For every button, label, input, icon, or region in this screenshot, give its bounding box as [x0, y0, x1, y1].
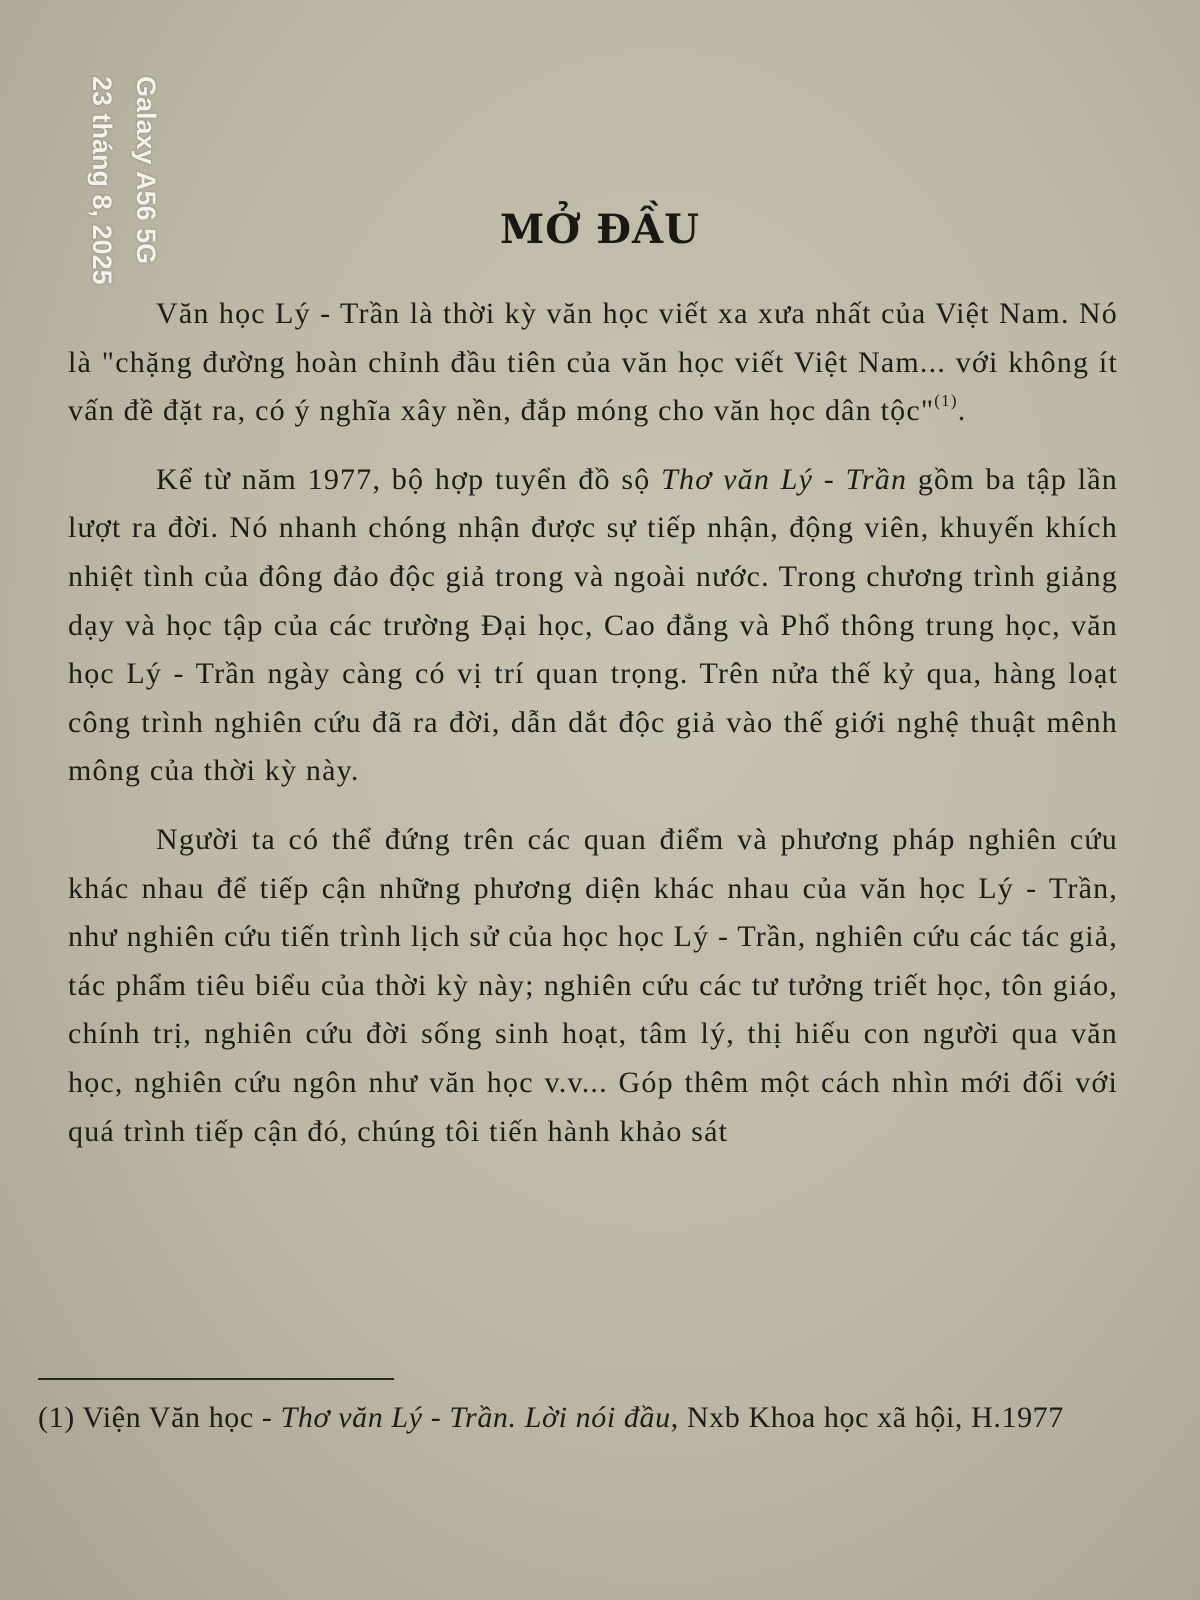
page-title: MỞ ĐẦU — [500, 206, 700, 253]
footnote-work-title: Thơ văn Lý - Trần. Lời nói đầu — [280, 1401, 671, 1434]
paragraph-1-text: Văn học Lý - Trần là thời kỳ văn học viết xa xưa nhất của Việt Nam. Nó là "chặng đường hoàn chỉnh đầu tiên của văn học viết Việt Nam... với không ít vấn đề đặt ra, có ý nghĩa xây nền, đắp móng cho văn học dân tộc" — [68, 297, 1118, 428]
footnote-after: , Nxb Khoa học xã hội, H.1977 — [670, 1401, 1064, 1434]
paragraph-2-after: gồm ba tập lần lượt ra đời. Nó nhanh chóng nhận được sự tiếp nhận, động viên, khuyến khích nhiệt tình của đông đảo độc giả trong và ngoài nước. Trong chương trình giảng dạy và học tập của các trường Đại học, Cao đẳng và Phổ thông trung học, văn học Lý - Trần ngày càng có vị trí quan trọng. Trên nửa thế kỷ qua, hàng loạt công trình nghiên cứu đã ra đời, dẫn dắt độc giả vào thế giới nghệ thuật mênh mông của thời kỳ này. — [68, 462, 1119, 788]
footnote-divider — [38, 1378, 394, 1380]
footnote — [38, 1390, 1163, 1445]
watermark-date: 23 tháng 8, 2025 — [87, 76, 117, 285]
watermark-device: Galaxy A56 5G — [131, 76, 161, 265]
footnote-reference: (1) — [934, 391, 958, 411]
anthology-title: Thơ văn Lý - Trần — [661, 462, 908, 496]
paragraph-2 — [68, 456, 1118, 796]
footnote-before: Viện Văn học - — [74, 1401, 281, 1434]
paragraph-1-tail: . — [957, 394, 967, 428]
paragraph-3: Người ta có thể đứng trên các quan điểm và phương pháp nghiên cứu khác nhau để tiếp cận những phương diện khác nhau của văn học Lý - Trần, như nghiên cứu tiến trình lịch sử của học học Lý - Trần, nghiên cứu các tác giả, tác phẩm tiêu biểu của thời kỳ này; nghiên cứu các tư tưởng triết học, tôn giáo, chính trị, nghiên cứu đời sống sinh hoạt, tâm lý, thị hiếu con người qua văn học, nghiên cứu ngôn như văn học v.v... Góp thêm một cách nhìn mới đối với quá trình tiếp cận đó, chúng tôi tiến hành khảo sát — [68, 822, 1118, 1148]
paragraph-2-before: Kể từ năm 1977, bộ hợp tuyển đồ sộ — [156, 462, 662, 496]
footnote-number: (1) — [38, 1401, 75, 1434]
paragraph-1 — [68, 290, 1118, 436]
body-text — [68, 290, 1118, 1176]
